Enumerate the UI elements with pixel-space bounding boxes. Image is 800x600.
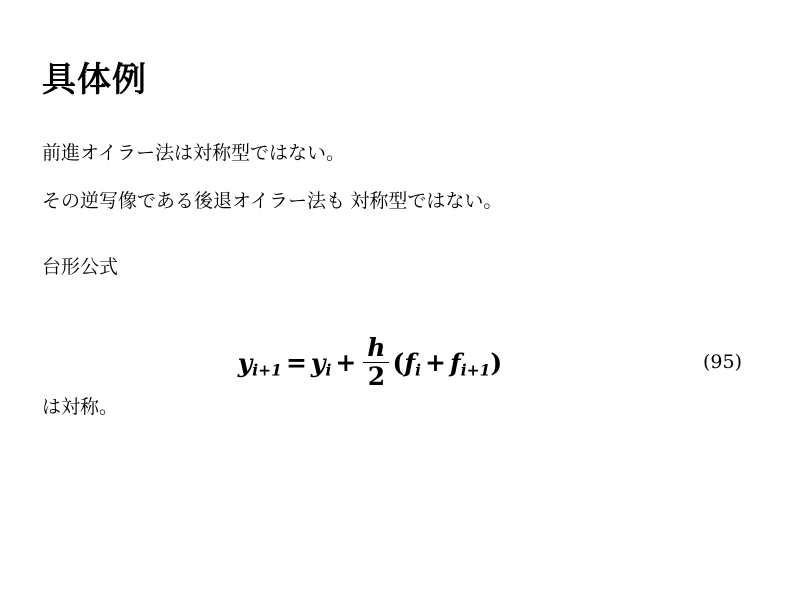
equation-formula [0,315,740,392]
equation-equals: = [285,348,307,378]
equation-term2-var: f [449,348,461,378]
equation-term2-sub: i+1 [460,360,491,380]
equation-lhs-sub: i+1 [252,360,282,380]
body-line-3: 台形公式 [42,257,119,278]
equation-term1-var: f [404,348,416,378]
body-line-1: 前進オイラー法は対称型ではない。 [42,143,346,164]
equation-open-paren: ( [392,348,405,378]
body-line-4: は対称。 [42,397,119,418]
equation-rhs-var: y [310,348,326,378]
equation-close-paren: ) [490,348,503,378]
equation-fraction [363,335,389,391]
page-title: 具体例 [42,61,147,99]
equation-inner [237,333,503,393]
equation-inner-plus: + [424,348,446,378]
equation-term1-sub: i [415,360,421,380]
equation-rhs-sub: i [325,360,332,380]
equation-frac-denominator: 2 [367,362,386,392]
equation-plus: + [335,348,357,378]
body-line-2: その逆写像である後退オイラー法も 対称型ではない。 [42,191,503,212]
equation-frac-numerator: h [363,335,389,363]
equation-lhs-var: y [237,348,253,378]
equation-number: (95) [702,351,742,373]
equation-block [0,315,800,395]
